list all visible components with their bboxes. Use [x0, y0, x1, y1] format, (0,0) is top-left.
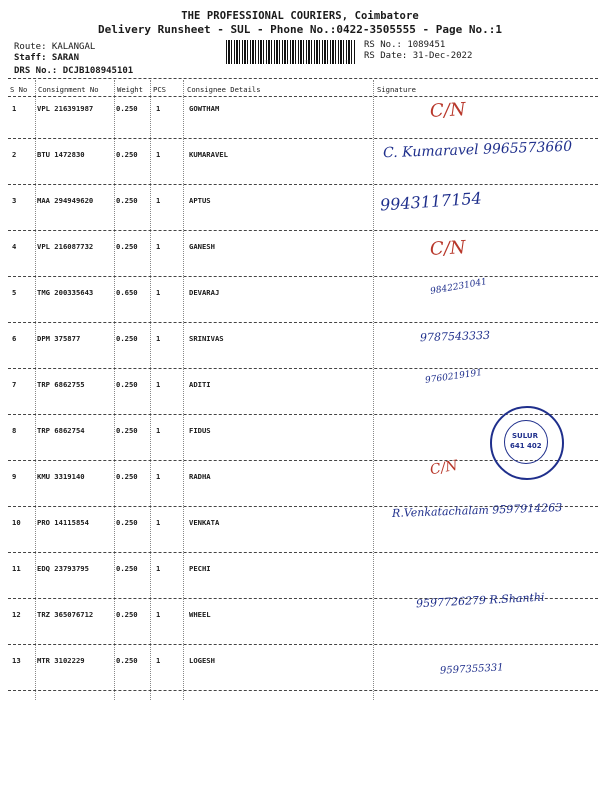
row-sno: 7 — [12, 380, 17, 389]
handwritten-signature: C. Kumaravel 9965573660 — [382, 138, 573, 162]
handwritten-signature: 9760219191 — [424, 368, 483, 386]
row-pcs: 1 — [156, 196, 161, 205]
row-sno: 4 — [12, 242, 17, 251]
row-pcs: 1 — [156, 610, 161, 619]
row-consignment: MAA 294949620 — [37, 196, 94, 205]
row-divider — [8, 276, 598, 277]
row-sno: 12 — [12, 610, 21, 619]
row-consignment: VPL 216087732 — [37, 242, 94, 251]
col-header-consignment: Consignment No — [38, 85, 99, 94]
row-weight: 0.250 — [116, 610, 138, 619]
row-weight: 0.250 — [116, 242, 138, 251]
row-consignee: GANESH — [189, 242, 215, 251]
runsheet-title: Delivery Runsheet - SUL - Phone No.:0422-3505555 - Page No.:1 — [98, 23, 502, 36]
row-pcs: 1 — [156, 426, 161, 435]
row-pcs: 1 — [156, 150, 161, 159]
row-pcs: 1 — [156, 380, 161, 389]
row-sno: 11 — [12, 564, 21, 573]
drs-number: DRS No.: DCJB108945101 — [14, 66, 134, 76]
row-divider — [8, 230, 598, 231]
row-consignee: APTUS — [189, 196, 211, 205]
row-consignee: VENKATA — [189, 518, 220, 527]
row-sno: 10 — [12, 518, 21, 527]
col-header-signature: Signature — [377, 85, 416, 94]
header-top-rule — [8, 78, 598, 79]
row-sno: 9 — [12, 472, 17, 481]
stamp-text: 641 402 — [510, 442, 542, 450]
row-divider — [8, 322, 598, 323]
row-divider — [8, 368, 598, 369]
row-pcs: 1 — [156, 288, 161, 297]
row-consignee: GOWTHAM — [189, 104, 220, 113]
row-pcs: 1 — [156, 104, 161, 113]
header-bottom-rule — [8, 96, 598, 97]
row-sno: 2 — [12, 150, 17, 159]
row-consignment: BTU 1472830 — [37, 150, 85, 159]
column-divider — [150, 80, 151, 700]
row-weight: 0.250 — [116, 104, 138, 113]
row-weight: 0.250 — [116, 564, 138, 573]
row-sno: 8 — [12, 426, 17, 435]
post-office-stamp — [490, 406, 564, 480]
row-consignee: DEVARAJ — [189, 288, 220, 297]
row-pcs: 1 — [156, 656, 161, 665]
handwritten-signature: 9787543333 — [419, 328, 491, 345]
staff-label: Staff: SARAN — [14, 53, 80, 63]
row-weight: 0.250 — [116, 380, 138, 389]
row-consignee: KUMARAVEL — [189, 150, 228, 159]
column-divider — [183, 80, 184, 700]
rs-number: RS No.: 1089451 — [364, 40, 446, 50]
route-label: Route: KALANGAL — [14, 42, 96, 52]
row-sno: 6 — [12, 334, 17, 343]
column-divider — [114, 80, 115, 700]
row-weight: 0.250 — [116, 426, 138, 435]
handwritten-signature: 9597726279 R.Shanthi — [415, 590, 545, 611]
column-divider — [373, 80, 374, 700]
row-divider — [8, 138, 598, 139]
col-header-weight: Weight — [117, 85, 143, 94]
row-pcs: 1 — [156, 334, 161, 343]
row-consignee: RADHA — [189, 472, 211, 481]
handwritten-signature: C/N — [429, 99, 467, 122]
row-sno: 3 — [12, 196, 17, 205]
row-consignee: SRINIVAS — [189, 334, 224, 343]
row-weight: 0.250 — [116, 656, 138, 665]
row-consignment: KMU 3319140 — [37, 472, 85, 481]
handwritten-signature: 9943117154 — [379, 188, 483, 215]
row-pcs: 1 — [156, 564, 161, 573]
handwritten-signature: C/N — [428, 457, 459, 479]
handwritten-signature: R.Venkatachalam 9597914263 — [391, 501, 563, 520]
row-sno: 13 — [12, 656, 21, 665]
row-consignment: MTR 3102229 — [37, 656, 85, 665]
col-header-pcs: PCS — [153, 85, 166, 94]
handwritten-signature: C/N — [429, 237, 467, 260]
row-consignee: LOGESH — [189, 656, 215, 665]
row-consignment: TMG 200335643 — [37, 288, 94, 297]
row-consignment: EDQ 23793795 — [37, 564, 89, 573]
row-divider — [8, 552, 598, 553]
row-weight: 0.250 — [116, 518, 138, 527]
row-weight: 0.250 — [116, 150, 138, 159]
row-weight: 0.250 — [116, 334, 138, 343]
row-consignment: PRO 14115854 — [37, 518, 89, 527]
row-divider — [8, 690, 598, 691]
row-divider — [8, 644, 598, 645]
col-header-consignee: Consignee Details — [187, 85, 261, 94]
row-consignment: DPM 375877 — [37, 334, 81, 343]
row-consignment: TRP 6862755 — [37, 380, 85, 389]
row-pcs: 1 — [156, 472, 161, 481]
barcode-image — [226, 40, 356, 64]
row-consignment: TRZ 365076712 — [37, 610, 94, 619]
handwritten-signature: 9842231041 — [429, 277, 488, 297]
row-consignee: FIDUS — [189, 426, 211, 435]
row-sno: 1 — [12, 104, 17, 113]
row-consignment: VPL 216391987 — [37, 104, 94, 113]
handwritten-signature: 9597355331 — [439, 662, 504, 677]
rs-date: RS Date: 31-Dec-2022 — [364, 51, 473, 61]
row-pcs: 1 — [156, 242, 161, 251]
row-consignment: TRP 6862754 — [37, 426, 85, 435]
row-consignee: ADITI — [189, 380, 211, 389]
row-weight: 0.250 — [116, 472, 138, 481]
row-consignee: PECHI — [189, 564, 211, 573]
stamp-text: SULUR — [512, 432, 539, 440]
row-sno: 5 — [12, 288, 17, 297]
row-weight: 0.650 — [116, 288, 138, 297]
column-divider — [35, 80, 36, 700]
company-title: THE PROFESSIONAL COURIERS, Coimbatore — [181, 10, 419, 22]
row-consignee: WHEEL — [189, 610, 211, 619]
col-header-sno: S No — [10, 85, 28, 94]
row-divider — [8, 184, 598, 185]
row-pcs: 1 — [156, 518, 161, 527]
row-weight: 0.250 — [116, 196, 138, 205]
